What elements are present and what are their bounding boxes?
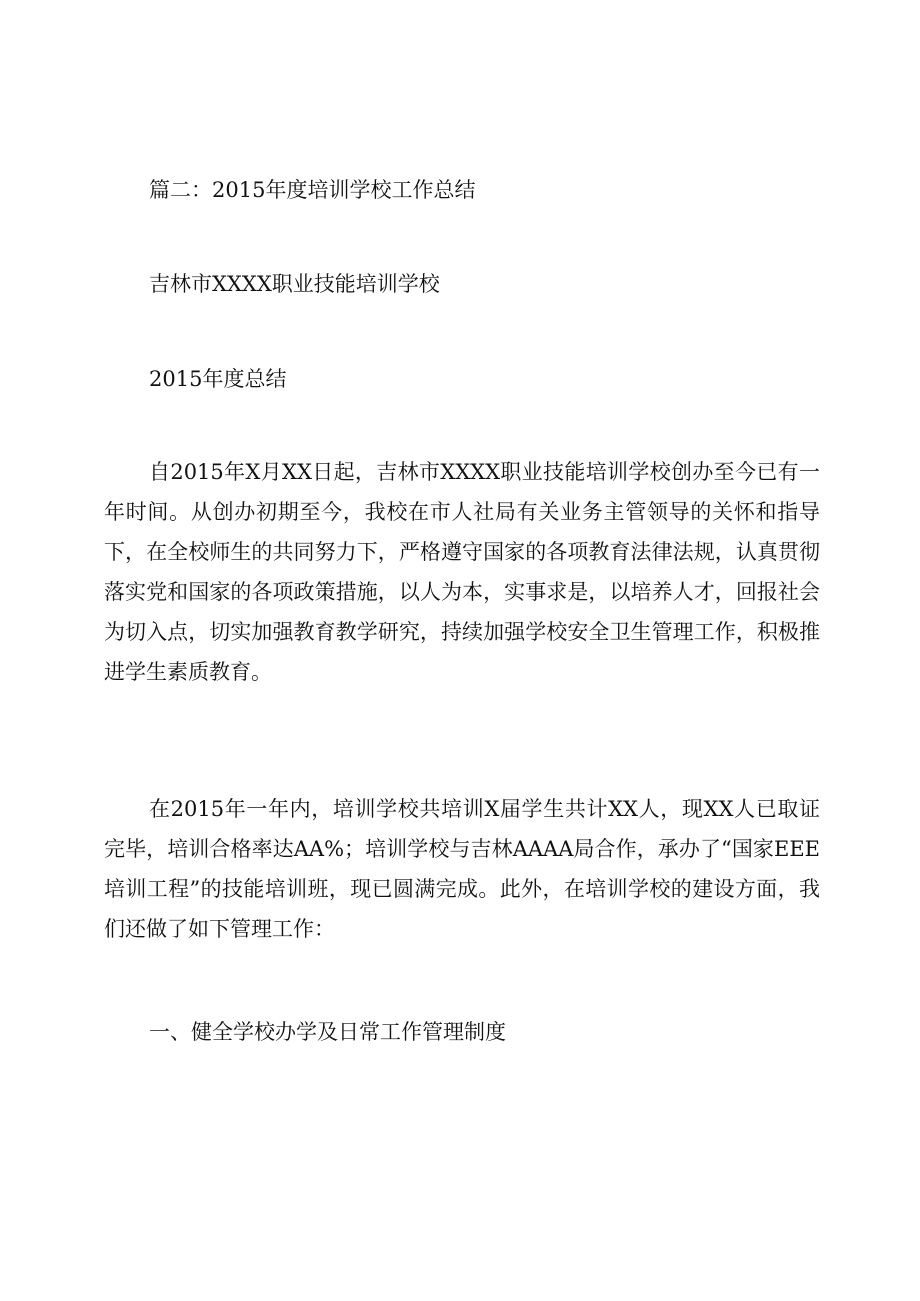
body-paragraph-2: 在2015年一年内，培训学校共培训X届学生共计XX人，现XX人已取证完毕，培训合格率达AA%；培训学校与吉林AAAA局合作，承办了“国家EEE培训工程”的技能培训班，现已圆满完成。此外，在培训学校的建设方面，我们还做了如下管理工作： [104, 797, 820, 941]
report-title: 2015年度总结 [149, 367, 287, 391]
school-name: 吉林市XXXX职业技能培训学校 [149, 272, 440, 296]
document-heading: 篇二：2015年度培训学校工作总结 [149, 178, 476, 202]
section-heading: 一、健全学校办学及日常工作管理制度 [149, 1020, 506, 1044]
body-paragraph-1: 自2015年X月XX日起，吉林市XXXX职业技能培训学校创办至今已有一年时间。从创办初期至今，我校在市人社局有关业务主管领导的关怀和指导下，在全校师生的共同努力下，严格遵守国家的各项教育法律法规，认真贯彻落实党和国家的各项政策措施，以人为本，实事求是，以培养人才，回报社会为切入点，切实加强教育教学研究，持续加强学校安全卫生管理工作，积极推进学生素质教育。 [104, 460, 820, 684]
